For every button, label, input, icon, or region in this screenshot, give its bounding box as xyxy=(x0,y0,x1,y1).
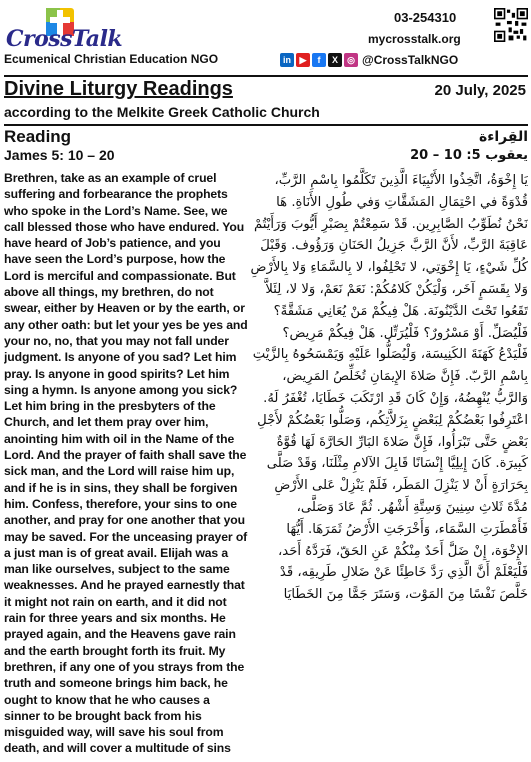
youtube-icon[interactable]: ▶ xyxy=(296,53,310,67)
qr-code-icon[interactable] xyxy=(494,8,528,42)
logo-text: CrossTalk xyxy=(6,26,123,52)
title-row xyxy=(4,78,528,102)
tagline: Ecumenical Christian Education NGO xyxy=(4,52,219,66)
phone-number[interactable]: 03-254310 xyxy=(394,10,457,25)
reading-date: 20 July, 2025 xyxy=(434,82,526,99)
instagram-icon[interactable]: ◎ xyxy=(344,53,358,67)
linkedin-icon[interactable]: in xyxy=(280,53,294,67)
english-heading: Reading xyxy=(4,127,72,146)
arabic-reference: يعقوب 5: 10 – 20 xyxy=(410,148,528,163)
header-divider xyxy=(4,75,528,77)
english-text: Brethren, take as an example of cruel suffering and forbearance the prophets who spoke in the Lord’s Name. See, we call blessed those who have endured. You have heard of Job’s patience, and you have seen the Lord’s purpose, how the Lord is merciful and compassionate. But above all things, my brethren, do not swear, either by Heaven or by the earth, or any other oath: but let your yes be yes and your no, no, that you may not fall under judgment. Is anyone of you sad? Let him pray. Is anyone in good spirits? Let him sing a hymn. Is anyone among you sick? Let him bring in the presbyters of the Church, and let them pray over him, anointing him with oil in the Name of the Lord. And the prayer of faith shall save the sick man, and the Lord will raise him up, and if he is in sins, they shall be forgiven him. Confess, therefore, your sins to one another, and pray for one another that you may be saved. For the unceasing prayer of a just man is of great avail. Elijah was a man like ourselves, subject to the same weaknesses. And he prayed earnestly that it might not rain on earth, and it did not rain for three years and six months. He prayed again, and the Heavens gave rain and the earth brought forth its fruit. My brethren, if any one of you strays from the truth and someone brings him back, he ought to know that he who causes a sinner to be brought back from his misguided way, will save his soul from death, and will cover a multitude of sins xyxy=(4,171,248,756)
social-links xyxy=(280,52,458,68)
title-divider xyxy=(4,124,528,126)
english-reference: James 5: 10 – 20 xyxy=(4,147,115,163)
crosstalk-logo[interactable] xyxy=(4,6,122,54)
x-icon[interactable]: X xyxy=(328,53,342,67)
facebook-icon[interactable]: f xyxy=(312,53,326,67)
page-subtitle: according to the Melkite Greek Catholic Church xyxy=(4,104,320,120)
arabic-heading: القِراءة xyxy=(478,129,528,145)
website-link[interactable]: mycrosstalk.org xyxy=(368,32,461,46)
english-column xyxy=(4,127,248,759)
page-title: Divine Liturgy Readings xyxy=(4,78,233,100)
header xyxy=(0,0,531,76)
arabic-column xyxy=(250,127,528,759)
social-handle[interactable]: @CrossTalkNGO xyxy=(362,53,459,67)
arabic-text: يَا إِخْوَةُ، اتَّخِذُوا الأَنْبِيَاءَ الَّذِينَ تَكَلَّمُوا بِاسْمِ الرَّبِّ، قُدْوَةً في احْتِمَالِ المَشَقَّاتِ وَفي طُولِ الأَنَاةِ. هَا نَحْنُ نُطَوِّبُ الصَّابِرِين. قَدْ سَمِعْتُمْ بِصَبْرِ أَيُّوبَ وَرَأَيْتُمْ عَاقِبَةَ الرَّبِّ، لأَنَّ الرَّبَّ جَزِيلُ الحَنَانِ وَرَؤُوف. وَقَبْلَ كُلِّ شَيْءٍ، يَا إِخْوَتِي، لا تَحْلِفُوا، لا بِالسَّمَاءِ وَلا بِالأَرْضِ وَلا بِقَسَمٍ آخَر، وَلْيَكُنْ كَلامُكُمْ: نَعَمْ نَعَمْ، وَلا لا، لِئَلاَّ تَقَعُوا تَحْتَ الدَّيْنُونَة. هَلْ فِيكُمْ مَنْ يُعَانِي مَشَقَّةً؟ فَلْيُصَلِّ. أَوْ مَسْرُورٌ؟ فَلْيُرَتِّل. هَلْ فِيكُمْ مَرِيض؟ فَلْيَدْعُ كَهَنَةَ الكَنِيسَة، وَلْيُصَلُّوا عَلَيْهِ وَيَمْسَحُوهُ بِالزَّيْتِ بِاسْمِ الرَّبّ. فَإِنَّ صَلاةَ الإِيمَانِ تُخَلِّصُ المَرِيض، وَالرَّبُّ يُنْهِضُهُ، وَإِنْ كَانَ قَدِ ارْتَكَبَ خَطَايَا، تُغْفَرُ لَهُ. اعْتَرِفُوا بَعْضُكُمْ لِبَعْضٍ بِزَلاَّتِكُم، وَصَلُّوا بَعْضُكُمْ لأَجْلِ بَعْضٍ حَتَّى تَبْرَأُوا، فَإِنَّ صَلاةَ البَارِّ الحَارَّةَ لَهَا قُوَّةٌ كَبِيرَة. كَانَ إِيلِيَّا إِنْسَانًا قَابِلَ الآلامِ مِثْلَنَا، وَقَدْ صَلَّى بِحَرَارَةٍ أَنْ لا يَنْزِلَ المَطَر، فَلَمْ يَنْزِلْ عَلى الأَرْضِ مُدَّةَ ثَلاثِ سِنِينَ وَسِتَّةِ أَشْهُر. ثُمَّ عَادَ وَصَلَّى، فَأَمْطَرَتِ السَّمَاء، وَأَخْرَجَتِ الأَرْضُ ثَمَرَهَا. أَيُّهَا الإِخْوَة، إِنْ ضَلَّ أَحَدٌ مِنْكُمْ عَنِ الحَقّ، فَرَدَّهُ أَحَد، فَلْيَعْلَمْ أَنَّ الَّذِي رَدَّ خَاطِئًا عَنْ ضَلالِ طَرِيقِه، قَدْ خَلَّصَ نَفْسًا مِنَ المَوْت، وَسَتَرَ جَمًّا مِنَ الخَطَايَا xyxy=(250,173,528,603)
